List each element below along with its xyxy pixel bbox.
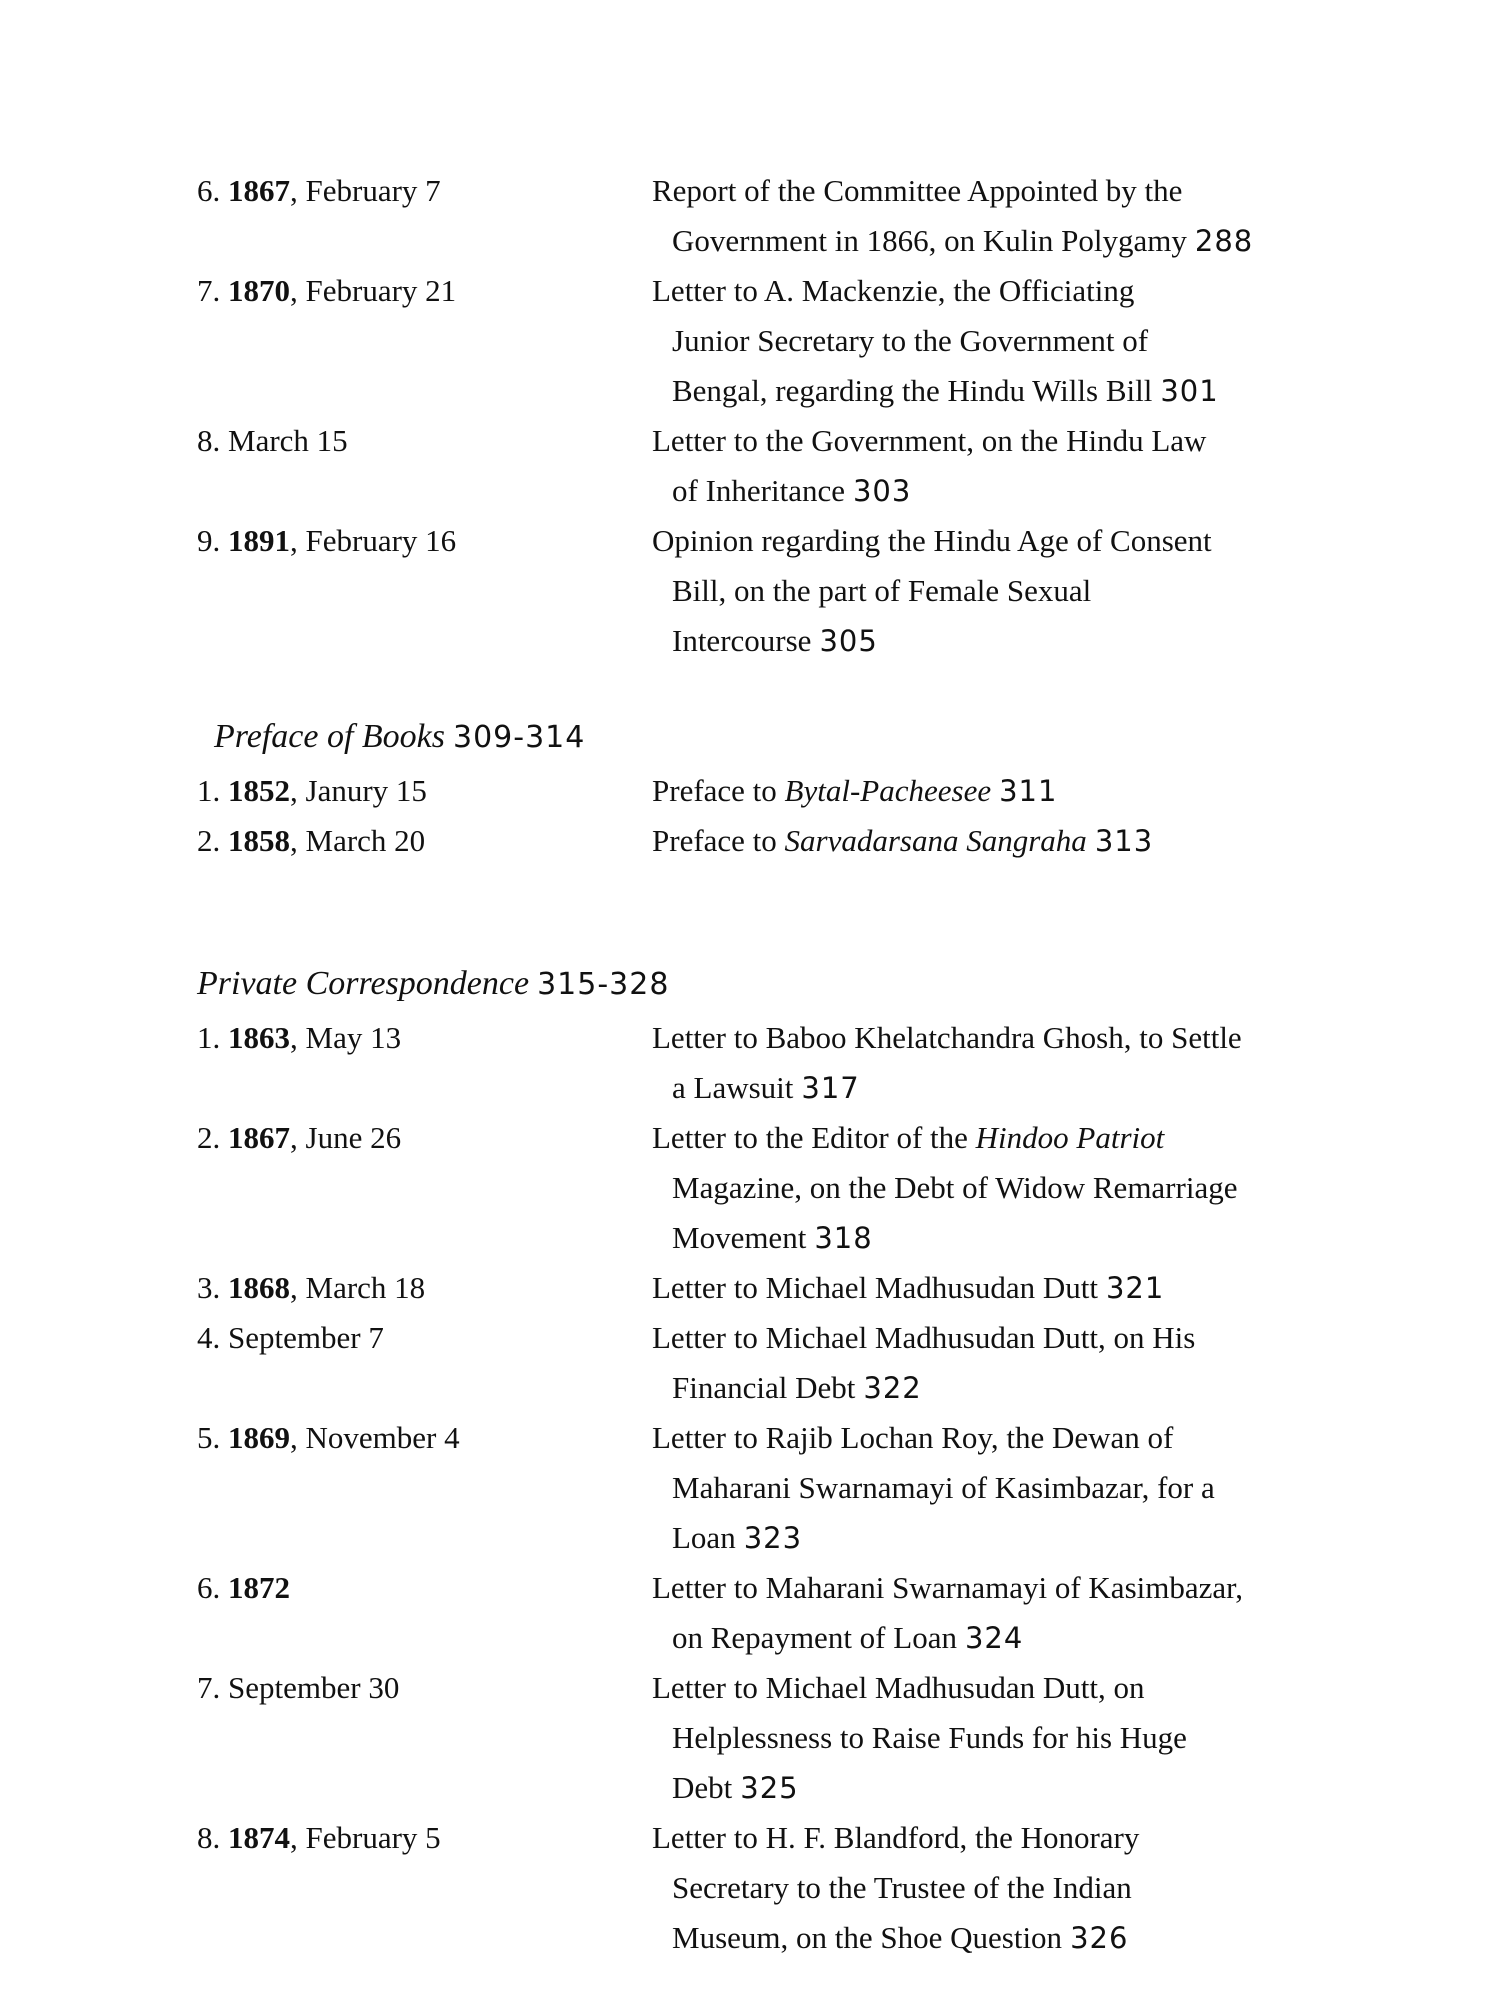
entry-date: 8. 1874, February 5 [197,1820,441,1855]
section-heading: Preface of Books 309-314 [214,718,586,755]
page-number: 323 [743,1521,803,1555]
entry-date: 5. 1869, November 4 [197,1420,460,1455]
entry-description: Opinion regarding the Hindu Age of Consent Bill, on the part of Female Sexual Intercourse 305 [652,523,1212,658]
page-range: 309-314 [453,720,586,755]
entry-date: 6. 1867, February 7 [197,173,441,208]
page-number: 326 [1070,1921,1129,1955]
page-number: 305 [819,624,878,658]
entry-date: 1. 1863, May 13 [197,1020,402,1055]
entry-description: Letter to Rajib Lochan Roy, the Dewan of Maharani Swarnamayi of Kasimbazar, for a Loan 323 [652,1420,1215,1555]
page-number: 318 [814,1221,873,1255]
entry-date: 2. 1867, June 26 [197,1120,402,1155]
book-title: Sarvadarsana Sangraha [784,823,1087,858]
entry-description: Preface to Sarvadarsana Sangraha 313 [652,823,1154,858]
entry-description: Letter to Maharani Swarnamayi of Kasimbazar, on Repayment of Loan 324 [652,1570,1243,1655]
page-number: 301 [1160,374,1219,408]
page-number: 313 [1094,824,1154,858]
entry-description: Report of the Committee Appointed by the Government in 1866, on Kulin Polygamy 288 [652,173,1254,258]
entry-description: Letter to A. Mackenzie, the Officiating Junior Secretary to the Government of Bengal, regarding the Hindu Wills Bill 301 [652,273,1219,408]
page-number: 303 [852,474,912,508]
entry-date: 8. March 15 [197,423,348,458]
entry-date: 4. September 7 [197,1320,384,1355]
page-range: 315-328 [537,967,670,1002]
page-number: 288 [1194,224,1254,258]
entry-description: Letter to H. F. Blandford, the Honorary Secretary to the Trustee of the Indian Museum, on the Shoe Question 326 [652,1820,1140,1955]
entry-description: Letter to the Editor of the Hindoo Patriot Magazine, on the Debt of Widow Remarriage Movement 318 [652,1120,1238,1255]
page-number: 317 [801,1071,860,1105]
entry-date: 9. 1891, February 16 [197,523,457,558]
page-number: 324 [964,1621,1024,1655]
entry-description: Letter to Michael Madhusudan Dutt, on Helplessness to Raise Funds for his Huge Debt 325 [652,1670,1187,1805]
entry-description: Preface to Bytal-Pacheesee 311 [652,773,1058,808]
book-title: Bytal-Pacheesee [784,773,992,808]
entry-description: Letter to the Government, on the Hindu Law of Inheritance 303 [652,423,1207,508]
section-heading: Private Correspondence 315-328 [197,965,670,1002]
entry-date: 3. 1868, March 18 [197,1270,426,1305]
page-number: 322 [863,1371,922,1405]
entry-description: Letter to Michael Madhusudan Dutt, on His Financial Debt 322 [652,1320,1196,1405]
entry-date: 7. September 30 [197,1670,400,1705]
entry-date: 2. 1858, March 20 [197,823,426,858]
entry-date: 6. 1872 [197,1570,290,1605]
page-number: 321 [1105,1271,1165,1305]
entry-description: Letter to Baboo Khelatchandra Ghosh, to Settle a Lawsuit 317 [652,1020,1242,1105]
page-number: 325 [740,1771,799,1805]
entry-date: 1. 1852, Janury 15 [197,773,427,808]
entry-date: 7. 1870, February 21 [197,273,457,308]
page-number: 311 [999,774,1058,808]
periodical-title: Hindoo Patriot [975,1120,1165,1155]
entry-description: Letter to Michael Madhusudan Dutt 321 [652,1270,1165,1305]
